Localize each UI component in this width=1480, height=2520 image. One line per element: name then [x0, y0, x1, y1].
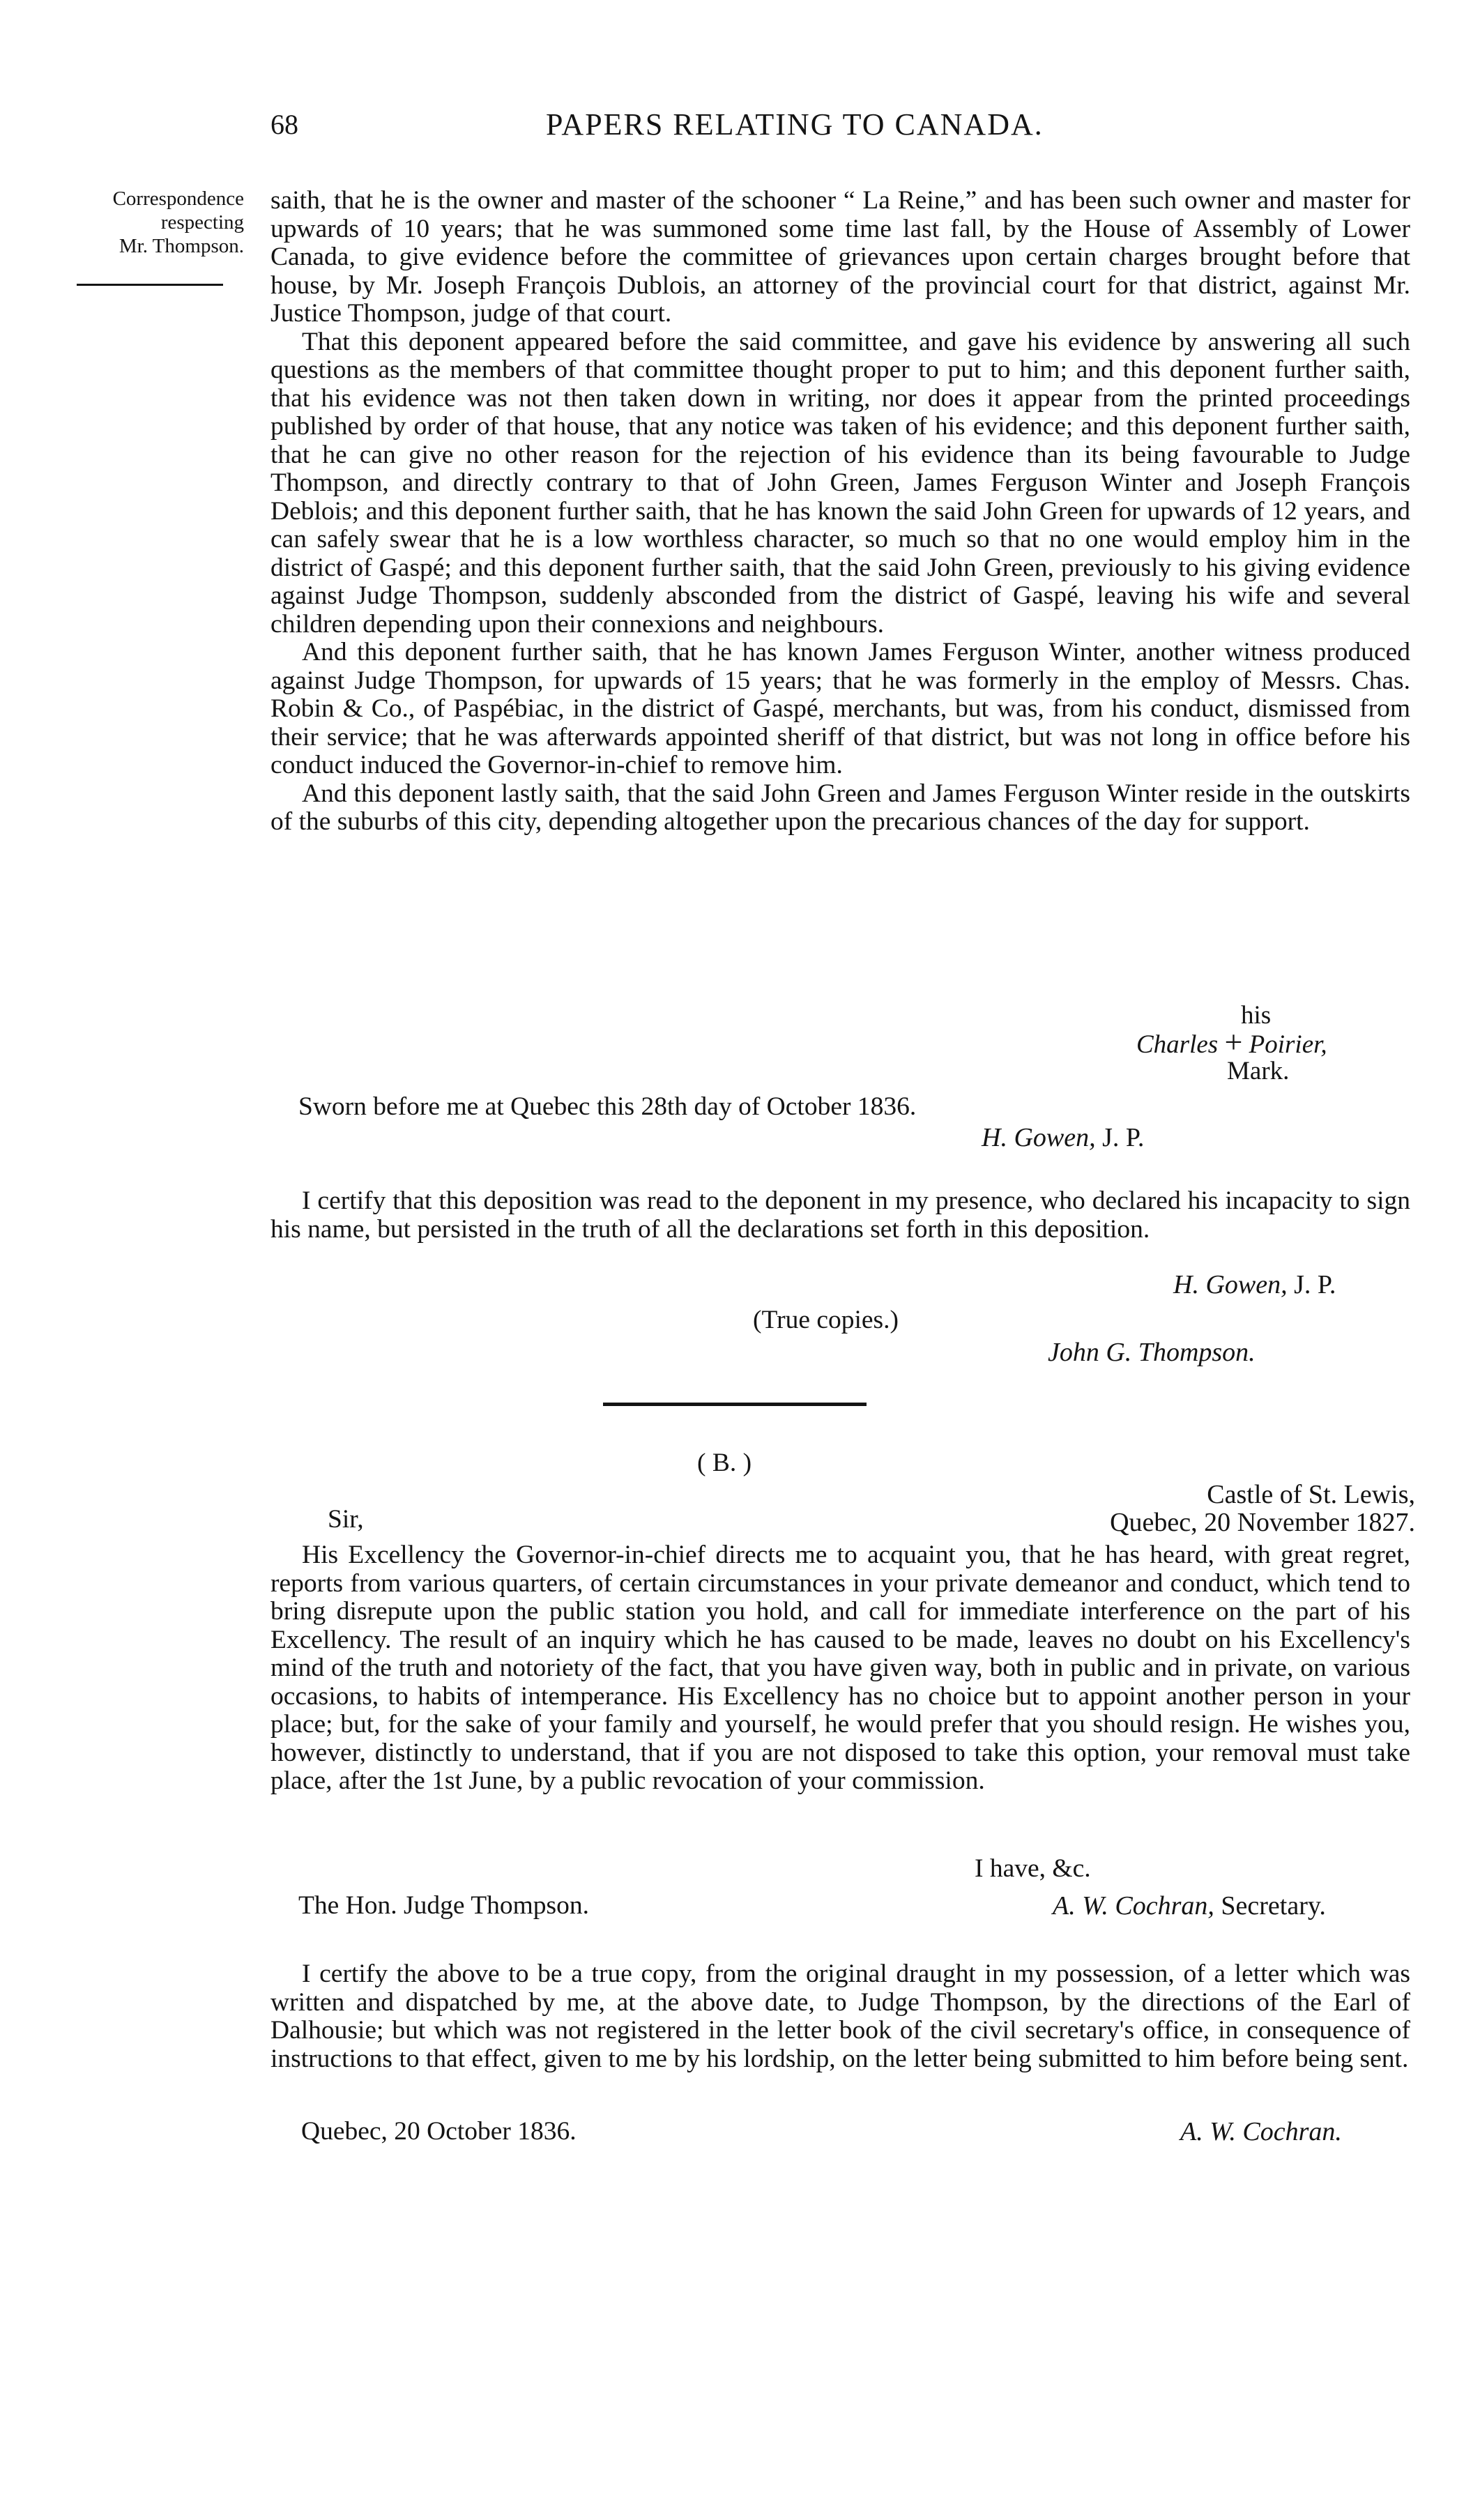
final-signature: A. W. Cochran. [1180, 2117, 1342, 2146]
copy-certification-paragraph: I certify the above to be a true copy, from the original draught in my possession, of a letter which was written and dispatched by me, at the above date, to Judge Thompson, by the directions of the Earl of Dalhousie; but which was not registered in the letter book of the civil secretary's office, in consequence of instructions to that effect, given to me by his lordship, on the letter being submitted to him before being sent. [270, 1960, 1410, 2073]
mark-his: his [1241, 1001, 1272, 1030]
deponent-name [1136, 1024, 1415, 1060]
jp-signature-2 [1173, 1269, 1336, 1300]
jp-name: H. Gowen, [1173, 1270, 1288, 1299]
deposition-paragraph: And this deponent further saith, that he has known James Ferguson Winter, another witness produced against Judge Thompson, for upwards of 15 years; that he was formerly in the employ of Messrs. Chas. Robin & Co., of Paspébiac, in the district of Gaspé, merchants, but was, from his conduct, dismissed from their service; that he was afterwards appointed sheriff of that district, but was not long in office before his conduct induced the Governor-in-chief to remove him. [270, 638, 1410, 779]
deponent-mark [1136, 1002, 1415, 1085]
certification-date: Quebec, 20 October 1836. [301, 2117, 577, 2146]
margin-note-line: Mr. Thompson. [119, 235, 244, 257]
cross-mark-icon: + [1224, 1024, 1243, 1060]
deposition-paragraph: saith, that he is the owner and master of the schooner “ La Reine,” and has been such owner and master for upwards of 10 years; that he was summoned some time last fall, by the House of Assembly of Lower Canada, to give evidence before the committee of grievances upon certain charges brought before that house, by Mr. Joseph François Dublois, an attorney of the provincial court for that district, against Mr. Justice Thompson, judge of that court. [270, 186, 1410, 328]
jp-title: J. P. [1287, 1270, 1336, 1299]
section-heading: ( B. ) [697, 1449, 752, 1477]
salutation: Sir, [328, 1505, 364, 1534]
margin-note [40, 187, 244, 258]
sworn-statement: Sworn before me at Quebec this 28th day of October 1836. [298, 1092, 917, 1121]
true-copies-note: (True copies.) [753, 1306, 899, 1334]
address-line: Castle of St. Lewis, [1207, 1480, 1415, 1509]
letter-addressee: The Hon. Judge Thompson. [298, 1891, 589, 1920]
certification-text [270, 1187, 1410, 1244]
page-number: 68 [270, 109, 298, 140]
section-divider [603, 1403, 867, 1406]
margin-note-line: Correspondence [112, 188, 244, 210]
secretary-title: Secretary. [1214, 1891, 1326, 1920]
deponent-last-name: Poirier, [1249, 1030, 1327, 1059]
running-title: PAPERS RELATING TO CANADA. [546, 107, 1044, 142]
jp-signature [982, 1122, 1144, 1153]
copy-certification [270, 1960, 1410, 2073]
letter-closing: I have, &c. [975, 1854, 1091, 1883]
deposition-paragraph: That this deponent appeared before the said committee, and gave his evidence by answering all such questions as the members of that committee thought proper to put to him; and this deponent further saith, that his evidence was not then taken down in writing, nor does it appear from the printed proceedings published by order of that house, that any notice was taken of his evidence; and this deponent further saith, that he can give no other reason for the rejection of his evidence than its being favourable to Judge Thompson, and directly contrary to that of John Green, James Ferguson Winter and Joseph François Deblois; and this deponent further saith, that he has known the said John Green for upwards of 12 years, and can safely swear that he is a low worthless character, so much so that no one would employ him in the district of Gaspé; and this deponent further saith, that the said John Green, previously to his giving evidence against Judge Thompson, suddenly absconded from the district of Gaspé, leaving his wife and several children depending upon their connexions and neighbours. [270, 327, 1410, 639]
copies-signature: John G. Thompson. [1048, 1338, 1256, 1367]
letter-paragraph: His Excellency the Governor-in-chief directs me to acquaint you, that he has heard, with great regret, reports from various quarters, of certain circumstances in your private demeanor and conduct, which tend to bring disrepute upon the public station you hold, and call for immediate interference on the part of his Excellency. The result of an inquiry which he has caused to be made, leaves no doubt on his Excellency's mind of the truth and notoriety of the fact, that you have given way, both in public and in private, on various occasions, to habits of intemperance. His Excellency has no choice but to appoint another person in your place; but, for the sake of your family and yourself, he would prefer that you should resign. He wishes you, however, distinctly to understand, that if you are not disposed to take this option, your removal must take place, after the 1st June, by a public revocation of your commission. [270, 1541, 1410, 1795]
deposition-paragraph: And this deponent lastly saith, that the said John Green and James Ferguson Winter reside in the outskirts of the suburbs of this city, depending altogether upon the precarious chances of the day for support. [270, 779, 1410, 836]
margin-note-line: respecting [160, 211, 244, 234]
certification-paragraph: I certify that this deposition was read to the deponent in my presence, who declared his incapacity to sign his name, but persisted in the truth of all the declarations set forth in this deposition. [270, 1186, 1410, 1244]
address-line: Quebec, 20 November 1827. [1110, 1508, 1415, 1537]
margin-note-rule [77, 284, 223, 286]
letter-address [1053, 1481, 1415, 1536]
deponent-first-name: Charles [1136, 1030, 1219, 1059]
secretary-signature [1053, 1891, 1326, 1921]
deposition-text [270, 187, 1410, 837]
letter-body [270, 1541, 1410, 1796]
secretary-name: A. W. Cochran, [1053, 1891, 1214, 1920]
jp-title: J. P. [1095, 1123, 1145, 1152]
mark-label: Mark. [1227, 1057, 1290, 1085]
jp-name: H. Gowen, [982, 1123, 1096, 1152]
